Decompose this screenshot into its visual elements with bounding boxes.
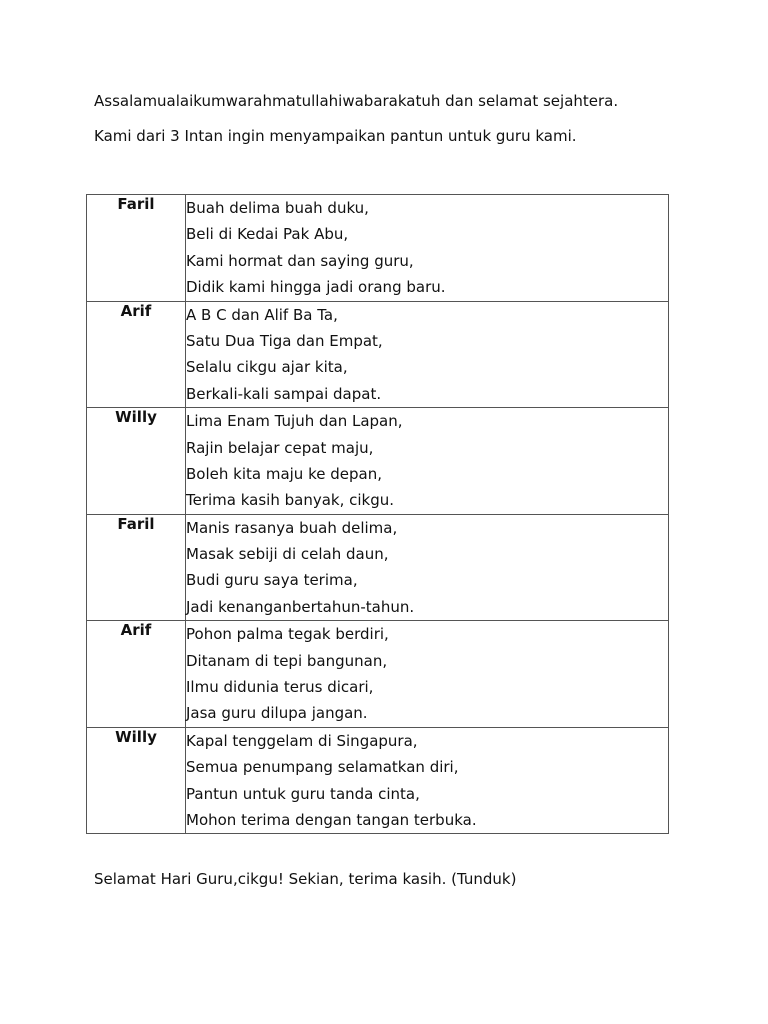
stanza-row	[87, 301, 669, 408]
verse-line: Jadi kenanganbertahun-tahun.	[186, 597, 415, 616]
verse-cell	[186, 514, 669, 621]
verse-line: Berkali-kali sampai dapat.	[186, 384, 382, 403]
verse-line: A B C dan Alif Ba Ta,	[186, 305, 338, 324]
verse-line: Masak sebiji di celah daun,	[186, 545, 389, 564]
pantun-table-body	[87, 195, 669, 834]
greeting-text: Assalamualaikumwarahmatullahiwabarakatuh dan selamat sejahtera.	[94, 92, 619, 110]
verse-line: Semua penumpang selamatkan diri,	[186, 758, 459, 777]
verse-cell	[186, 301, 669, 408]
verse-line: Pohon palma tegak berdiri,	[186, 625, 389, 644]
stanza-row	[87, 195, 669, 302]
verse-cell	[186, 727, 669, 834]
speaker-name: Faril	[87, 514, 186, 621]
verse-line: Terima kasih banyak, cikgu.	[186, 491, 395, 510]
verse-line: Budi guru saya terima,	[186, 571, 358, 590]
verse-line: Kapal tenggelam di Singapura,	[186, 731, 418, 750]
verse-line: Satu Dua Tiga dan Empat,	[186, 331, 383, 350]
pantun-table	[86, 194, 669, 834]
stanza-row	[87, 727, 669, 834]
verse-line: Jasa guru dilupa jangan.	[186, 704, 368, 723]
verse-line: Selalu cikgu ajar kita,	[186, 358, 348, 377]
verse-line: Beli di Kedai Pak Abu,	[186, 225, 349, 244]
speaker-name: Arif	[87, 621, 186, 728]
verse-line: Boleh kita maju ke depan,	[186, 464, 382, 483]
verse-line: Mohon terima dengan tangan terbuka.	[186, 810, 477, 829]
closing-text: Selamat Hari Guru,cikgu! Sekian, terima kasih. (Tunduk)	[94, 870, 517, 888]
verse-line: Rajin belajar cepat maju,	[186, 438, 374, 457]
verse-line: Buah delima buah duku,	[186, 199, 369, 217]
speaker-name: Faril	[87, 195, 186, 302]
verse-line: Lima Enam Tujuh dan Lapan,	[186, 412, 403, 431]
speaker-name: Willy	[87, 408, 186, 515]
stanza-row	[87, 408, 669, 515]
speaker-name: Arif	[87, 301, 186, 408]
stanza-row	[87, 621, 669, 728]
verse-cell	[186, 195, 669, 302]
verse-line: Kami hormat dan saying guru,	[186, 251, 414, 270]
verse-cell	[186, 621, 669, 728]
verse-cell	[186, 408, 669, 515]
verse-line: Ilmu didunia terus dicari,	[186, 678, 374, 697]
verse-line: Ditanam di tepi bangunan,	[186, 651, 388, 670]
intro-text: Kami dari 3 Intan ingin menyampaikan pantun untuk guru kami.	[94, 127, 577, 145]
stanza-row	[87, 514, 669, 621]
speaker-name: Willy	[87, 727, 186, 834]
verse-line: Manis rasanya buah delima,	[186, 518, 398, 537]
verse-line: Didik kami hingga jadi orang baru.	[186, 278, 446, 297]
verse-line: Pantun untuk guru tanda cinta,	[186, 784, 420, 803]
